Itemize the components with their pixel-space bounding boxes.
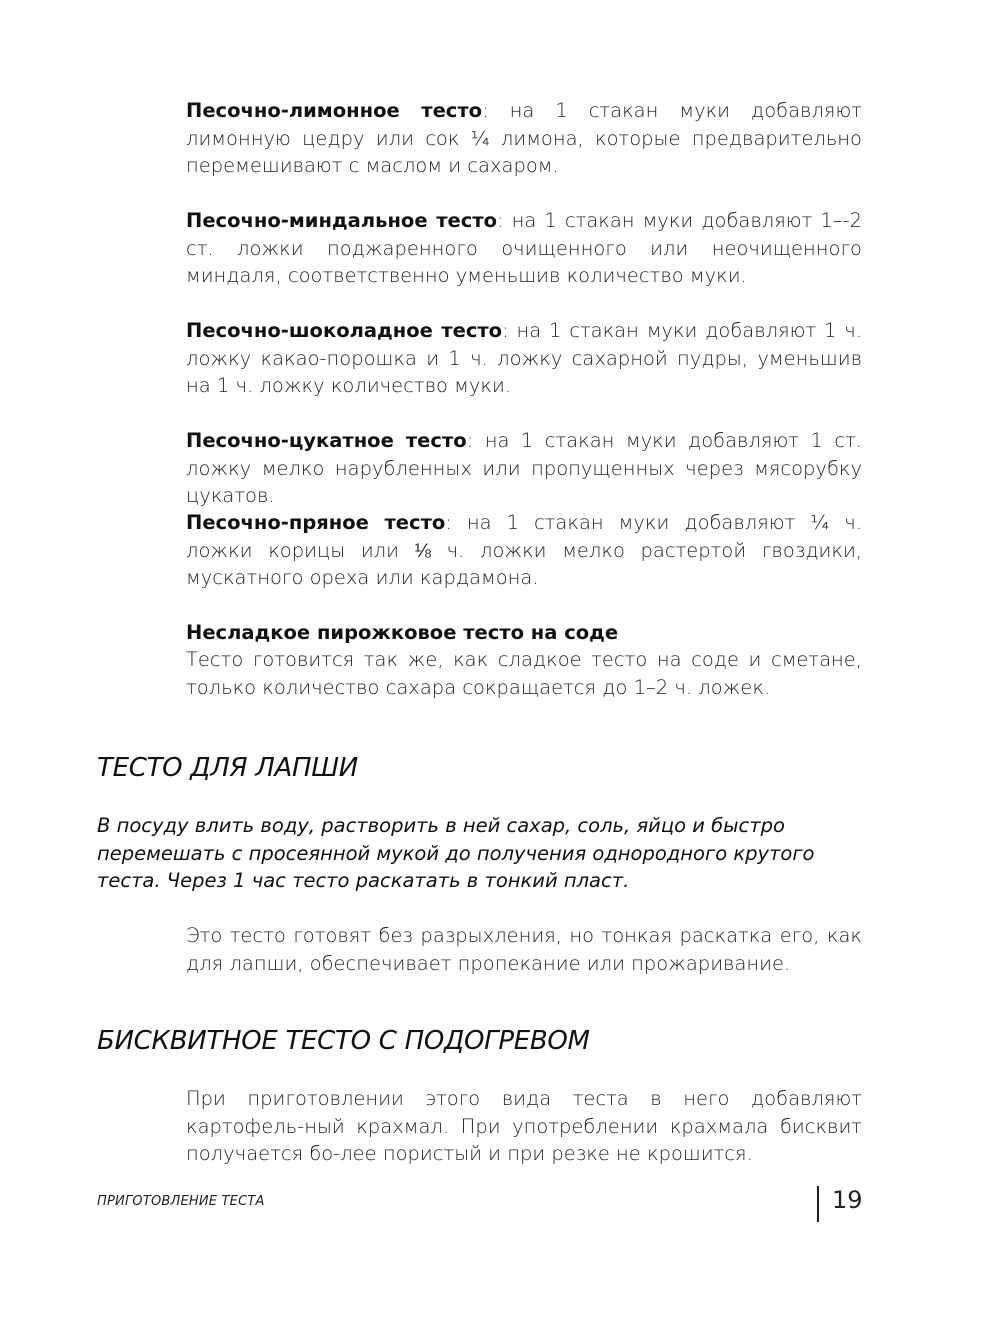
sponge-section-title: БИСКВИТНОЕ ТЕСТО С ПОДОГРЕВОМ: [97, 1026, 590, 1056]
term-almond: Песочно-миндальное тесто: [186, 209, 497, 232]
noodle-section-title: ТЕСТО ДЛЯ ЛАПШИ: [97, 753, 358, 783]
paragraph-candied: [186, 427, 862, 510]
text-lemon: : на 1 стакан муки добавляют лимонную цедру или сок ¼ лимона, которые предварительно перемешивают с маслом и сахаром.: [186, 99, 863, 177]
noodle-lead-text: В посуду влить воду, растворить в ней сахар, соль, яйцо и быстро перемешать с просеянной мукой до получения однородного крутого теста. Через 1 час тесто раскатать в тонкий пласт.: [97, 814, 815, 892]
term-candied: Песочно-цукатное тесто: [186, 429, 467, 452]
noodle-note-text: Это тесто готовят без разрыхления, но тонкая раскатка его, как для лапши, обеспечивает пропекание или прожаривание.: [186, 924, 862, 975]
savory-dough-heading: Несладкое пирожковое тесто на соде: [186, 621, 619, 644]
sponge-text: При приготовлении этого вида теста в него добавляют картофель-ный крахмал. При употреблении крахмала бисквит получается бо-лее пористый и при резке не крошится.: [186, 1087, 862, 1165]
text-candied: : на 1 стакан муки добавляют 1 ст. ложку мелко нарубленных или пропущенных через мясорубку цукатов.: [186, 429, 862, 507]
page-number: 19: [832, 1186, 863, 1214]
paragraph-spiced: [186, 509, 862, 592]
term-chocolate: Песочно-шоколадное тесто: [186, 319, 503, 342]
running-title: ПРИГОТОВЛЕНИЕ ТЕСТА: [97, 1194, 265, 1209]
paragraph-lemon: [186, 97, 862, 180]
footer-divider: [817, 1186, 819, 1222]
savory-dough-text: Тесто готовится так же, как сладкое тесто на соде и сметане, только количество сахара сокращается до 1–2 ч. ложек.: [186, 648, 862, 699]
text-chocolate: : на 1 стакан муки добавляют 1 ч. ложку какао-порошка и 1 ч. ложку сахарной пудры, уменьшив на 1 ч. ложку количество муки.: [186, 319, 862, 397]
text-spiced: : на 1 стакан муки добавляют ¼ ч. ложки корицы или ⅛ ч. ложки мелко растертой гвоздики, мускатного ореха или кардамона.: [186, 511, 862, 589]
term-lemon: Песочно-лимонное тесто: [186, 99, 483, 122]
text-almond: : на 1 стакан муки добавляют 1–-2 ст. ложки поджаренного очищенного или неочищенного миндаля, соответственно уменьшив количество муки.: [186, 209, 863, 287]
term-spiced: Песочно-пряное тесто: [186, 511, 446, 534]
paragraph-chocolate: [186, 317, 862, 400]
paragraph-almond: [186, 207, 862, 290]
